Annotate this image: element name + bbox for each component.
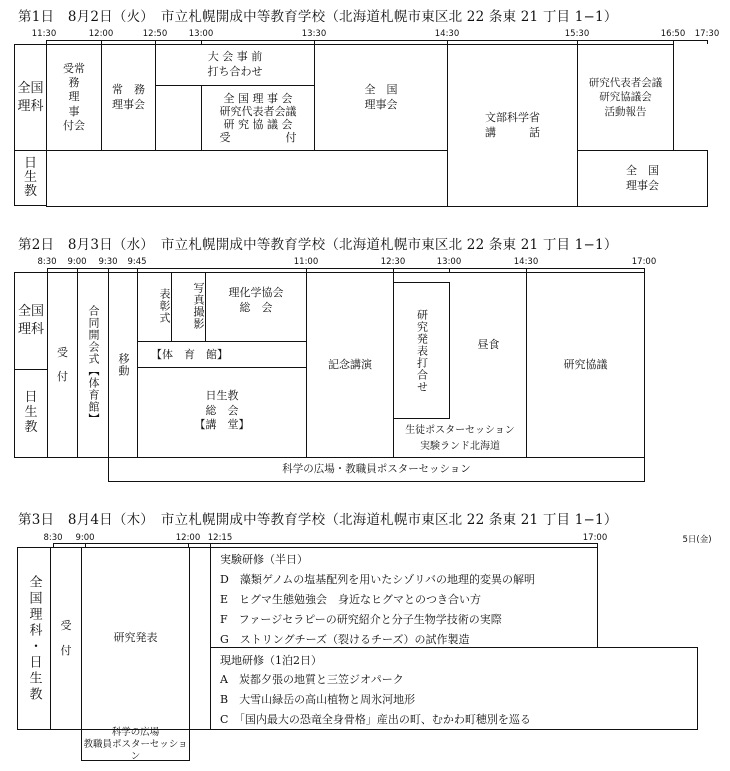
day2-hyoshoshiki: 表彰式 <box>158 288 171 324</box>
day2-time: 9:00 <box>67 257 87 267</box>
day1-time: 13:00 <box>188 29 214 39</box>
day2-time: 17:00 <box>631 257 657 267</box>
day1-zenkoku-rijikai: 全 国 理事会 <box>364 82 398 111</box>
day1-nissei-label: 日 生 教 <box>23 155 37 200</box>
day3-time: 8:30 <box>43 533 63 543</box>
day1-time: 13:30 <box>301 29 327 39</box>
day2-chushoku: 昼食 <box>477 337 500 351</box>
day3-jikken-item: E ヒグマ生態勉強会 身近なヒグマとのつき合い方 <box>220 593 482 606</box>
day2-title: 第2日 8月3日（水） 市立札幌開成中等教育学校（北海道札幌市東区北 22 条東 21 丁目 1−1） <box>18 237 618 253</box>
day1-zenkoku-rika-label: 全国 理科 <box>17 80 44 114</box>
day2-time: 8:30 <box>37 257 57 267</box>
day2-time: 13:00 <box>436 257 462 267</box>
day3-uketsuke: 受 付 <box>60 619 72 657</box>
day3-title: 第3日 8月4日（木） 市立札幌開成中等教育学校（北海道札幌市東区北 22 条東 21 丁目 1−1） <box>18 512 618 528</box>
day1-kenkyu-daihyo: 研究代表者会議 研究協議会 活動報告 <box>588 77 663 118</box>
day3-genchi-title: 現地研修（1泊2日） <box>220 654 322 667</box>
day2-kagaku-hiroba: 科学の広場・教職員ポスターセッション <box>282 463 471 476</box>
day2-goudou-kaikaishiki: 合同開会式【体育館】 <box>87 305 100 425</box>
day3-time: 9:00 <box>75 533 95 543</box>
day2-time: 11:00 <box>293 257 319 267</box>
day2-kenkyu-uchiawase: 研究発表打合せ <box>415 308 429 393</box>
day2-shashin-satsuei: 写真撮影 <box>192 282 205 330</box>
day1-uketsuke: 受常 務 理 事 付会 <box>63 61 85 132</box>
day2-zenkoku-rika-label: 全国 理科 <box>17 304 44 337</box>
day3-jikken-item: G ストリングチーズ（裂けるチーズ）の試作製造 <box>220 633 470 646</box>
day3-jikken-item: F ファージセラピーの研究紹介と分子生物学技術の実際 <box>220 613 502 626</box>
day3-time: 12:00 <box>175 533 201 543</box>
day3-jikken-item: D 藻類ゲノムの塩基配列を用いたシゾリバの地理的変異の解明 <box>220 573 535 586</box>
day2-rika-kyokai: 理化学協会 総 会 <box>228 286 284 314</box>
day3-kenkyu-happyo: 研究発表 <box>113 631 158 645</box>
day3-row-label: 全国理科・日生教 <box>26 574 42 703</box>
day1-nissei-rijikai: 全 国 理事会 <box>626 163 659 192</box>
day1-taikai-uchiawase: 大 会 事 前 打ち合わせ <box>207 50 263 78</box>
day2-kinen-koen: 記念講演 <box>328 357 372 371</box>
day1-time: 16:50 <box>660 29 686 39</box>
day3-time: 12:15 <box>207 533 233 543</box>
day2-nissei-label: 日 生 教 <box>24 390 38 435</box>
day2-ido: 移動 <box>117 353 130 377</box>
day2-time: 9:30 <box>98 257 118 267</box>
day3-time: 17:00 <box>582 533 608 543</box>
day1-time: 12:00 <box>88 29 114 39</box>
day2-time: 9:45 <box>127 257 147 267</box>
day1-time: 15:30 <box>564 29 590 39</box>
day2-time: 14:30 <box>513 257 539 267</box>
day2-taiikukan: 【体 育 館】 <box>151 347 228 361</box>
day1-time: 14:30 <box>434 29 460 39</box>
day1-time: 17:30 <box>694 29 720 39</box>
day3-genchi-item: B 大雪山緑岳の高山植物と周氷河地形 <box>220 693 416 706</box>
day1-time: 12:50 <box>142 29 168 39</box>
day2-seito-poster: 生徒ポスターセッション <box>405 425 515 437</box>
day2-kenkyu-kyogi: 研究協議 <box>563 357 608 371</box>
day2-nissei-sokai: 日生教 総 会 【講 堂】 <box>194 388 250 432</box>
day3-jikken-title: 実験研修（半日） <box>220 553 308 566</box>
day1-jomu-rijikai: 常 務 理事会 <box>112 82 145 111</box>
day3-genchi-item: C 「国内最大の恐竜全身骨格」産出の町、むかわ町穂別を巡る <box>220 713 531 726</box>
day1-monbu-kowa: 文部科学省 講 話 <box>485 110 540 139</box>
day1-time: 11:30 <box>31 29 57 39</box>
day1-title: 第1日 8月2日（火） 市立札幌開成中等教育学校（北海道札幌市東区北 22 条東 21 丁目 1−1） <box>18 9 618 25</box>
day2-time: 12:30 <box>380 257 406 267</box>
day1-zenkoku-kenkyu: 全 国 理 事 会 研究代表者会議 研 究 協 議 会 受 付 <box>219 91 297 145</box>
day3-genchi-item: A 炭都夕張の地質と三笠ジオパーク <box>220 673 404 686</box>
day3-kagaku-hiroba: 科学の広場 教職員ポスターセッション <box>83 727 188 762</box>
day2-uketsuke: 受 付 <box>57 345 68 384</box>
day3-day5: 5日(金) <box>682 535 712 545</box>
day2-jikken-land: 実験ランド北海道 <box>420 441 500 453</box>
